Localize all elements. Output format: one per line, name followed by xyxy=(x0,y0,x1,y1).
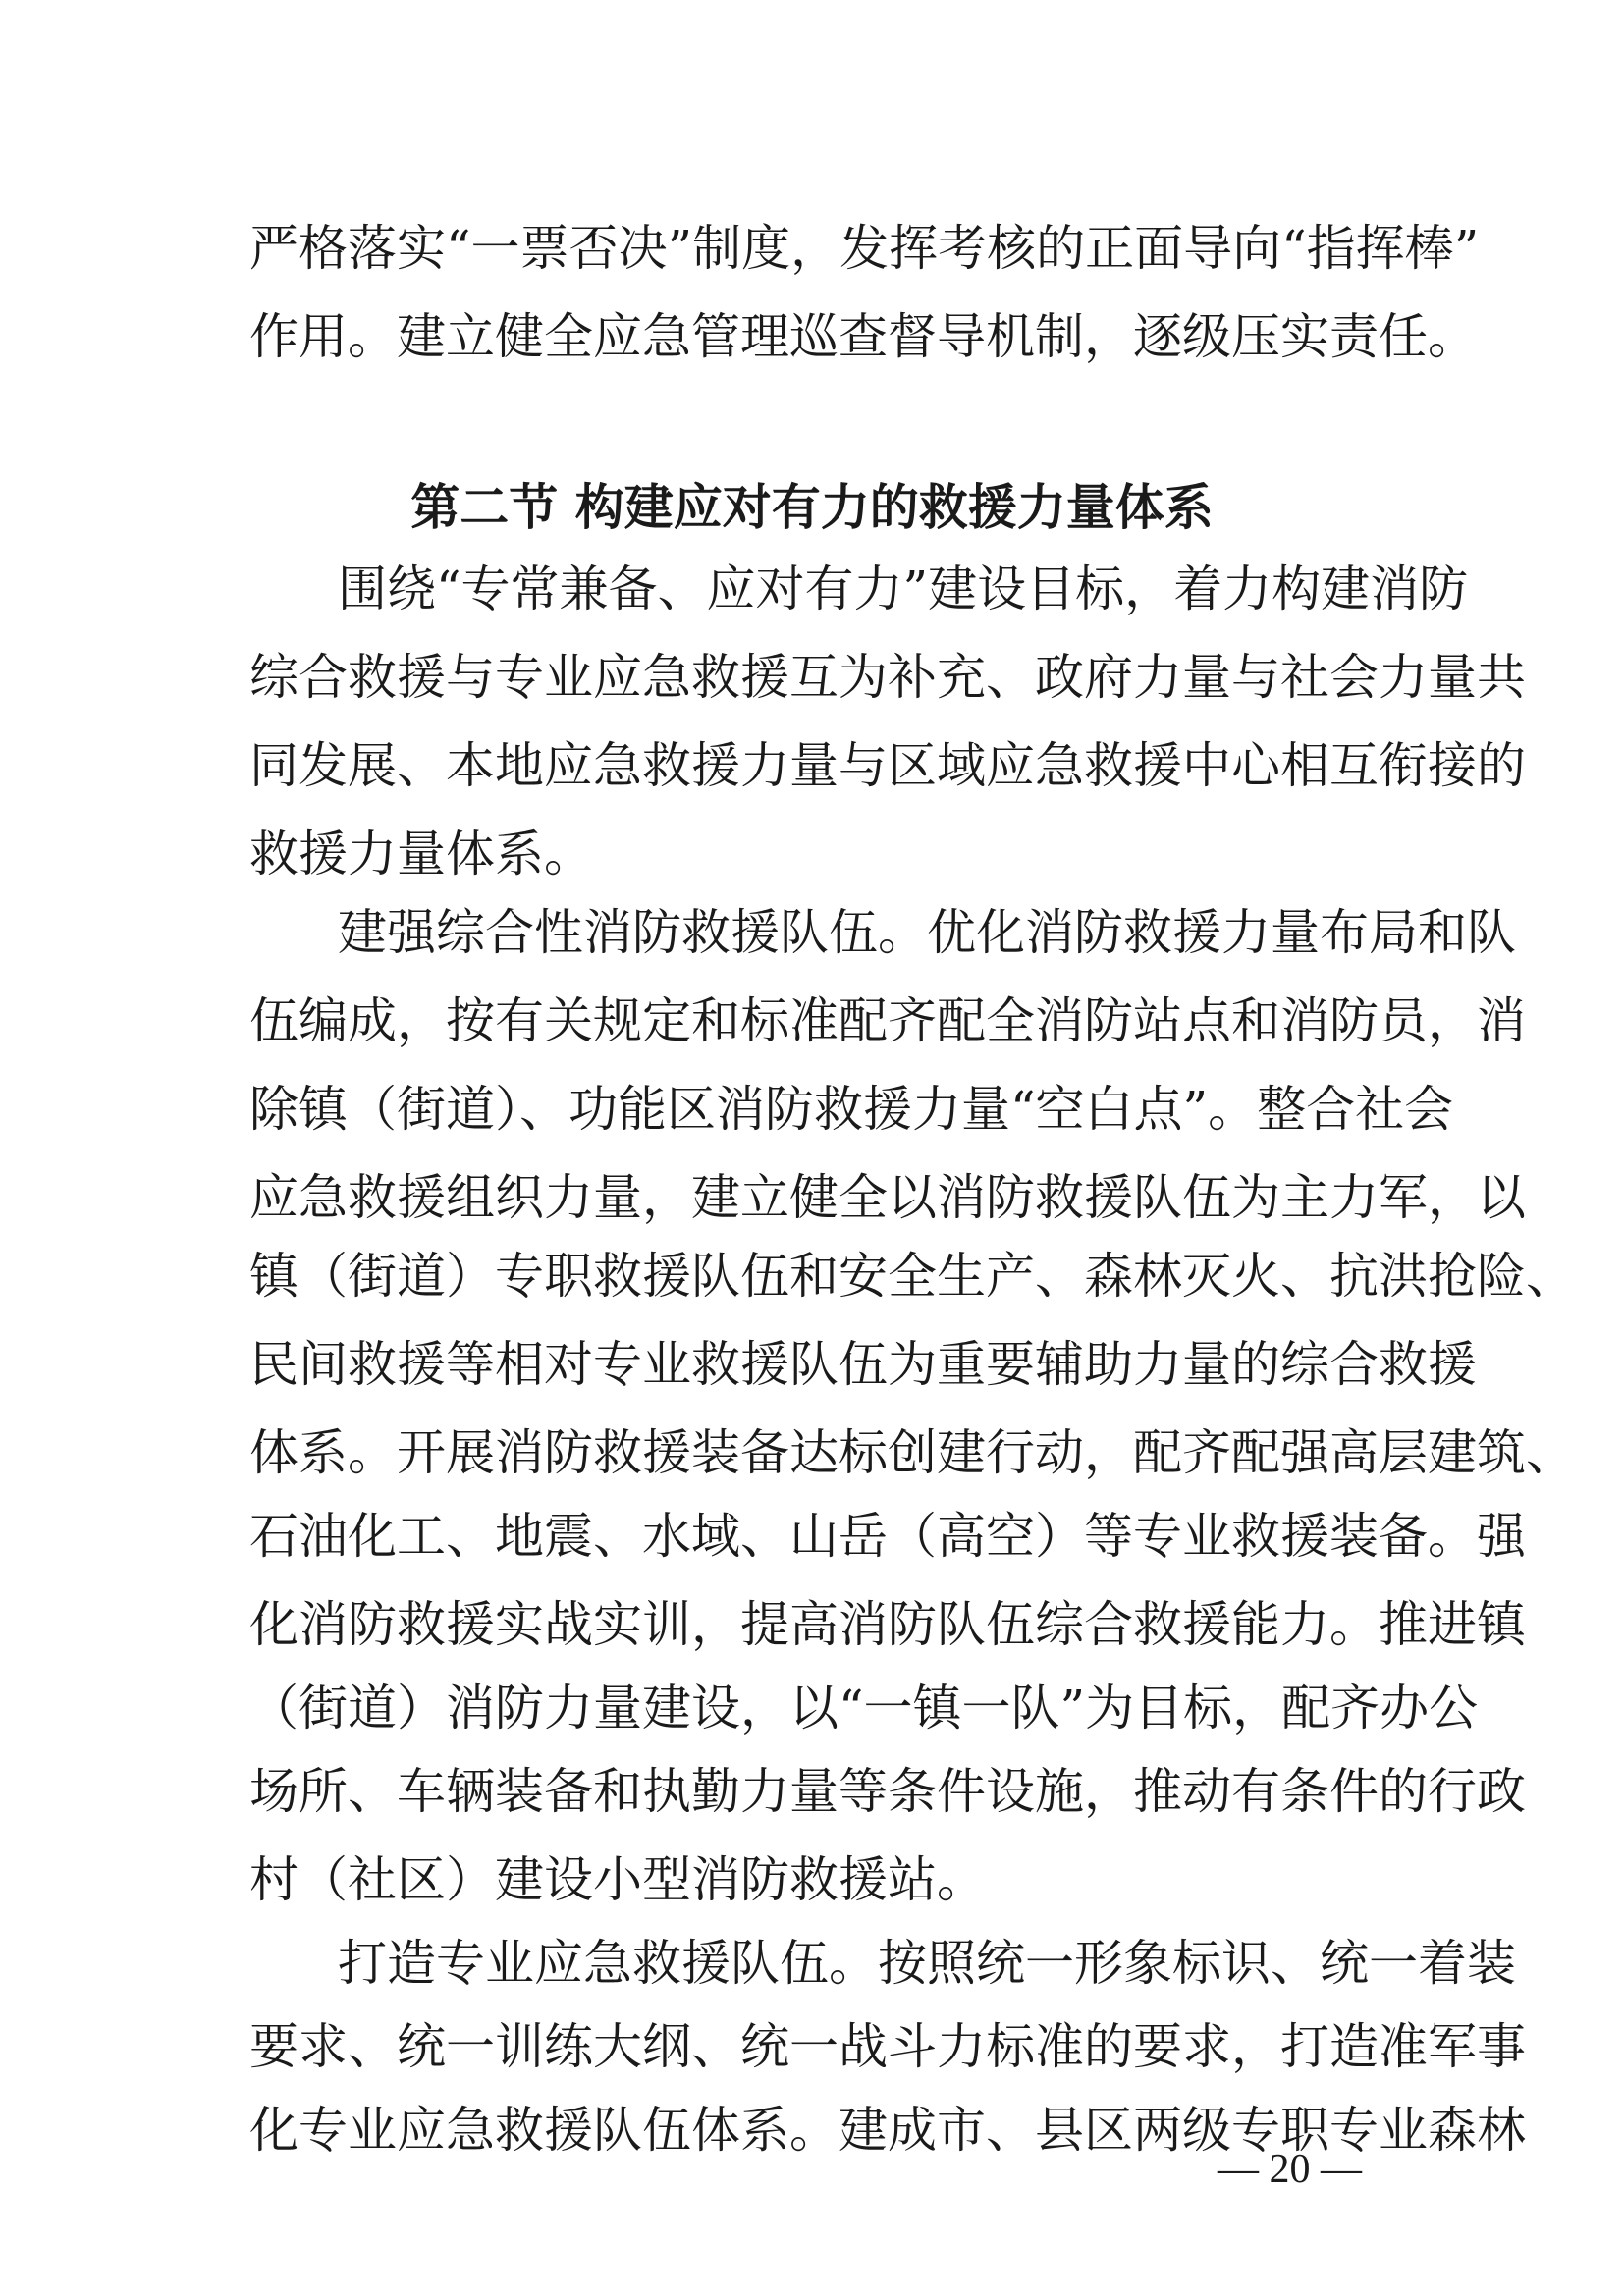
paragraph-line: 应急救援组织力量，建立健全以消防救援队伍为主力军，以 xyxy=(249,1169,1526,1226)
section-title: 第二节 构建应对有力的救援力量体系 xyxy=(410,479,1214,536)
paragraph-line: 村（社区）建设小型消防救援站。 xyxy=(249,1851,986,1908)
intro-line: 严格落实“一票否决”制度，发挥考核的正面导向“指挥棒” xyxy=(249,220,1480,277)
paragraph-line: 石油化工、地震、水域、山岳（高空）等专业救援装备。强 xyxy=(249,1508,1526,1565)
paragraph-line: 建强综合性消防救援队伍。优化消防救援力量布局和队 xyxy=(338,904,1516,961)
paragraph-line: 化消防救援实战实训，提高消防队伍综合救援能力。推进镇 xyxy=(249,1596,1526,1653)
paragraph-line: 同发展、本地应急救援力量与区域应急救援中心相互衔接的 xyxy=(249,737,1526,794)
paragraph-line: 镇（街道）专职救援队伍和安全生产、森林灭火、抗洪抢险、 xyxy=(249,1248,1575,1305)
paragraph-line: 民间救援等相对专业救援队伍为重要辅助力量的综合救援 xyxy=(249,1336,1477,1393)
paragraph-line: 围绕“专常兼备、应对有力”建设目标，着力构建消防 xyxy=(338,561,1469,617)
paragraph-line: 综合救援与专业应急救援互为补充、政府力量与社会力量共 xyxy=(249,649,1526,706)
paragraph-line: 伍编成，按有关规定和标准配齐配全消防站点和消防员，消 xyxy=(249,992,1526,1049)
intro-line: 作用。建立健全应急管理巡查督导机制，逐级压实责任。 xyxy=(249,308,1477,365)
paragraph-line: 场所、车辆装备和执勤力量等条件设施，推动有条件的行政 xyxy=(249,1763,1526,1820)
page-number: — 20 — xyxy=(1218,2147,1362,2192)
paragraph-line: 要求、统一训练大纲、统一战斗力标准的要求，打造准军事 xyxy=(249,2018,1526,2075)
paragraph-line: 体系。开展消防救援装备达标创建行动，配齐配强高层建筑、 xyxy=(249,1424,1575,1481)
paragraph-line: 化专业应急救援队伍体系。建成市、县区两级专职专业森林 xyxy=(249,2102,1526,2159)
paragraph-line: 打造专业应急救援队伍。按照统一形象标识、统一着装 xyxy=(338,1935,1516,1992)
paragraph-line: 救援力量体系。 xyxy=(249,826,593,882)
paragraph-line: 除镇（街道）、功能区消防救援力量“空白点”。整合社会 xyxy=(249,1081,1454,1138)
paragraph-line: （街道）消防力量建设，以“一镇一队”为目标，配齐办公 xyxy=(249,1680,1479,1736)
